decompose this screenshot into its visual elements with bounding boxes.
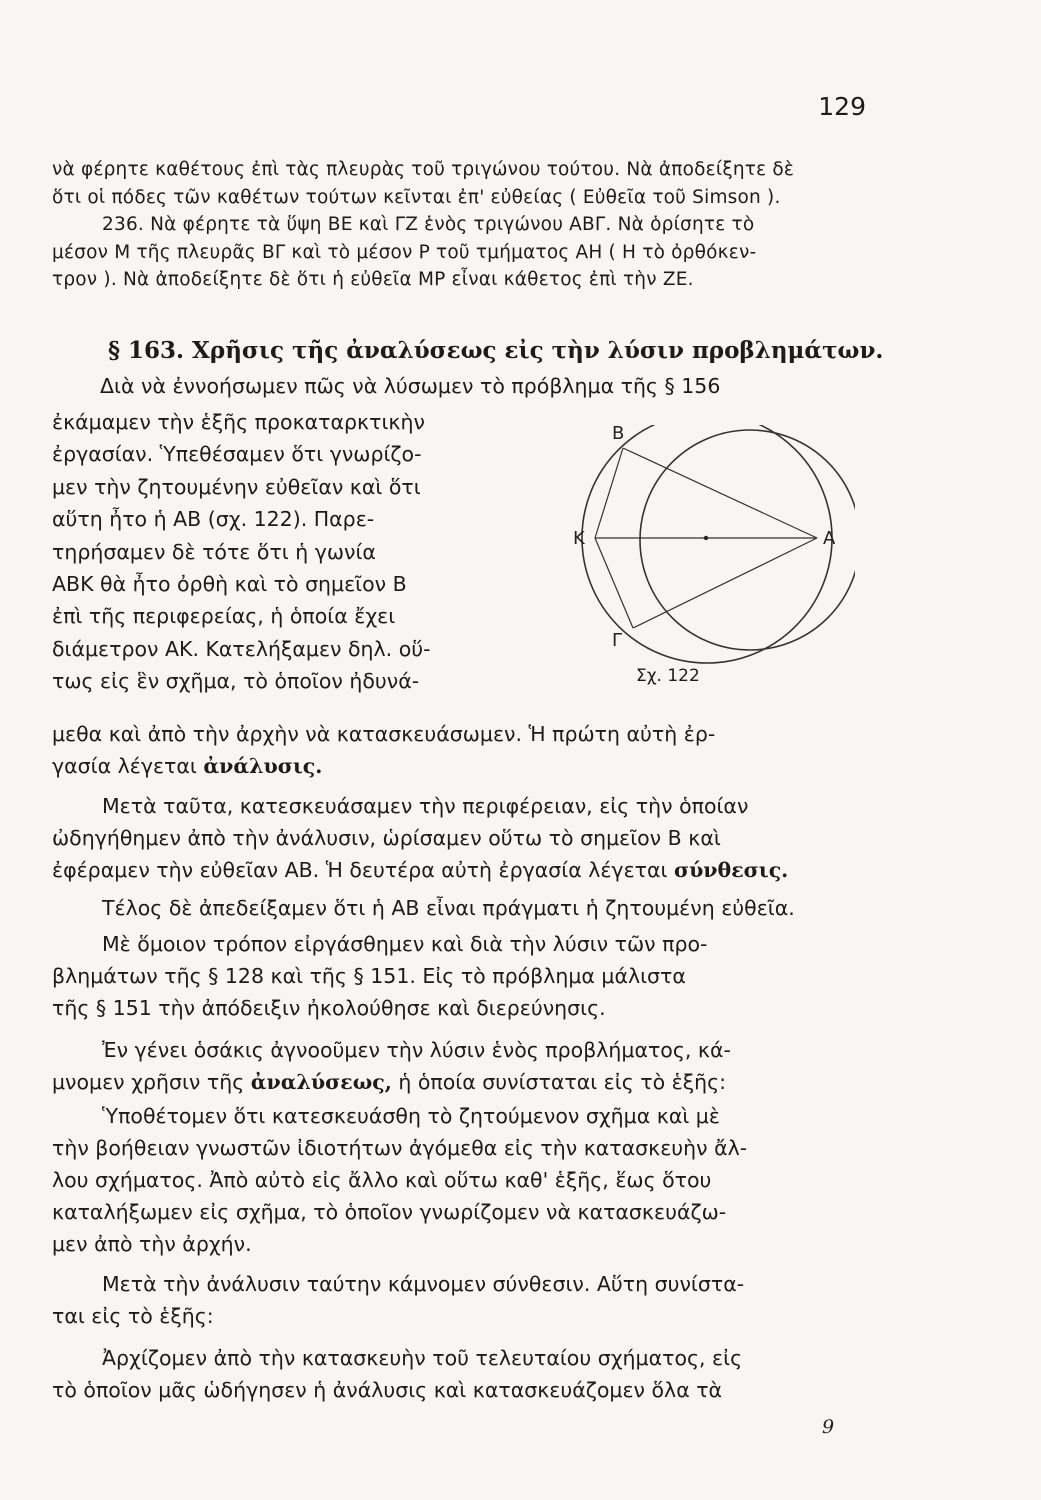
label-a: Α (823, 528, 836, 549)
synthesis-paragraph (52, 790, 870, 886)
text-span: γασία λέγεται (52, 754, 204, 778)
figure-122 (555, 425, 855, 695)
proof-paragraph (52, 892, 870, 924)
text-line: βλημάτων τῆς § 128 καὶ τῆς § 151. Εἰς τὸ πρόβλημα μάλιστα (52, 964, 686, 988)
start-paragraph (52, 1342, 870, 1406)
after-paragraph (52, 1268, 870, 1332)
text-line: τηρήσαμεν δὲ τότε ὅτι ἡ γωνία (52, 539, 376, 564)
signature-number: 9 (822, 1416, 835, 1438)
text-line: μεν ἀπὸ τὴν ἀρχήν. (52, 1232, 252, 1256)
text-line: Διὰ νὰ ἐννοήσωμεν πῶς νὰ λύσωμεν τὸ πρόβλημα τῆς § 156 (100, 374, 721, 398)
text-line: ὠδηγήθημεν ἀπὸ τὴν ἀνάλυσιν, ὡρίσαμεν οὕτω τὸ σημεῖον Β καὶ (52, 826, 721, 850)
text-line: Ἐν γένει ὁσάκις ἀγνοοῦμεν τὴν λύσιν ἑνὸς προβλήματος, κά- (102, 1038, 731, 1062)
text-line: τῆς § 151 τὴν ἀπόδειξιν ἠκολούθησε καὶ διερεύνησις. (52, 996, 606, 1020)
text-line: Τέλος δὲ ἀπεδείξαμεν ὅτι ἡ ΑΒ εἶναι πράγματι ἡ ζητουμένη εὐθεῖα. (102, 896, 795, 920)
term-analysis: ἀνάλυσις. (203, 754, 323, 778)
text-line (52, 750, 870, 782)
text-line: ἐκάμαμεν τὴν ἑξῆς προκαταρκτικὴν (52, 410, 425, 434)
text-line (52, 1066, 870, 1098)
text-line: λου σχήματος. Ἀπὸ αὐτὸ εἰς ἄλλο καὶ οὕτω καθ' ἑξῆς, ἕως ὅτου (52, 1168, 712, 1192)
text-line: ἐργασίαν. Ὑπεθέσαμεν ὅτι γνωρίζο- (52, 442, 422, 467)
text-line: 236. Νὰ φέρητε τὰ ὕψη ΒΕ καὶ ΓΖ ἑνὸς τριγώνου ΑΒΓ. Νὰ ὁρίσητε τὸ (102, 214, 755, 235)
text-line: διάμετρον ΑΚ. Κατελήξαμεν δηλ. οὕ- (52, 636, 431, 661)
text-span: ἡ ὁποία συνίσταται εἰς τὸ ἑξῆς: (391, 1070, 727, 1094)
text-span: ἐφέραμεν τὴν εὐθεῖαν ΑΒ. Ἡ δευτέρα αὐτὴ ἐργασία λέγεται (52, 858, 674, 882)
text-line: ὅτι οἱ πόδες τῶν καθέτων τούτων κεῖνται ἐπ' εὐθείας ( Εὐθεῖα τοῦ Simson ). (52, 186, 781, 208)
suppose-paragraph (52, 1100, 870, 1260)
text-line: μέσον Μ τῆς πλευρᾶς ΒΓ καὶ τὸ μέσον Ρ τοῦ τμήματος ΑΗ ( Η τὸ ὀρθόκεν- (52, 241, 757, 263)
segment-ga (633, 538, 817, 628)
term-analyseos: ἀναλύσεως, (250, 1070, 392, 1094)
segment-ba (623, 448, 817, 538)
text-line: καταλήξωμεν εἰς σχῆμα, τὸ ὁποῖον γνωρίζομεν νὰ κατασκευάζω- (52, 1200, 727, 1224)
text-line: τὴν βοήθειαν γνωστῶν ἰδιοτήτων ἀγόμεθα εἰς τὴν κατασκευὴν ἄλ- (52, 1136, 748, 1160)
label-b: Β (612, 425, 625, 444)
text-line: τως εἰς ἓν σχῆμα, τὸ ὁποῖον ἠδυνά- (52, 669, 420, 694)
text-line: ται εἰς τὸ ἑξῆς: (52, 1304, 214, 1328)
text-line: αὕτη ἦτο ἡ ΑΒ (σχ. 122). Παρε- (52, 507, 375, 532)
wrapped-paragraph (52, 406, 522, 698)
text-line (52, 854, 870, 886)
general-paragraph (52, 1034, 870, 1098)
text-line: ἐπὶ τῆς περιφερείας, ἡ ὁποία ἔχει (52, 604, 396, 629)
text-line: Ὑποθέτομεν ὅτι κατεσκευάσθη τὸ ζητούμενον σχῆμα καὶ μὲ (102, 1104, 720, 1128)
text-line: νὰ φέρητε καθέτους ἐπὶ τὰς πλευρὰς τοῦ τριγώνου τούτου. Νὰ ἀποδείξητε δὲ (52, 159, 795, 180)
analysis-paragraph (52, 718, 870, 782)
text-line: Μὲ ὅμοιον τρόπον εἰργάσθημεν καὶ διὰ τὴν λύσιν τῶν προ- (102, 932, 708, 956)
label-g: Γ (612, 630, 623, 651)
text-line: ΑΒΚ θὰ ἦτο ὀρθὴ καὶ τὸ σημεῖον Β (52, 572, 407, 597)
page-number: 129 (818, 92, 866, 121)
center-point (704, 536, 708, 540)
text-line: τὸ ὁποῖον μᾶς ὡδήγησεν ἡ ἀνάλυσις καὶ κατασκευάζομεν ὅλα τὰ (52, 1378, 723, 1402)
text-line: Μετὰ τὴν ἀνάλυσιν ταύτην κάμνομεν σύνθεσιν. Αὕτη συνίστα- (102, 1272, 745, 1296)
exercise-text (52, 156, 867, 294)
text-line: Μετὰ ταῦτα, κατεσκευάσαμεν τὴν περιφέρειαν, εἰς τὴν ὁποίαν (102, 794, 749, 818)
text-line: μεν τὴν ζητουμένην εὐθεῖαν καὶ ὅτι (52, 474, 421, 499)
text-line: μεθα καὶ ἀπὸ τὴν ἀρχὴν νὰ κατασκευάσωμεν. Ἡ πρώτη αὐτὴ ἐρ- (52, 722, 716, 746)
text-span: μνομεν χρῆσιν τῆς (52, 1070, 251, 1094)
text-line: Ἀρχίζομεν ἀπὸ τὴν κατασκευὴν τοῦ τελευταίου σχήματος, εἰς (102, 1346, 743, 1370)
term-synthesis: σύνθεσις. (673, 858, 789, 882)
figure-caption: Σχ. 122 (636, 666, 700, 686)
segment-kg (595, 538, 633, 628)
section-heading: § 163. Χρῆσις τῆς ἀναλύσεως εἰς τὴν λύσιν προβλημάτων. (108, 337, 884, 364)
text-line: τρον ). Νὰ ἀποδείξητε δὲ ὅτι ἡ εὐθεῖα ΜΡ εἶναι κάθετος ἐπὶ τὴν ΖΕ. (52, 269, 694, 290)
label-k: Κ (573, 528, 585, 549)
similar-paragraph (52, 928, 870, 1024)
